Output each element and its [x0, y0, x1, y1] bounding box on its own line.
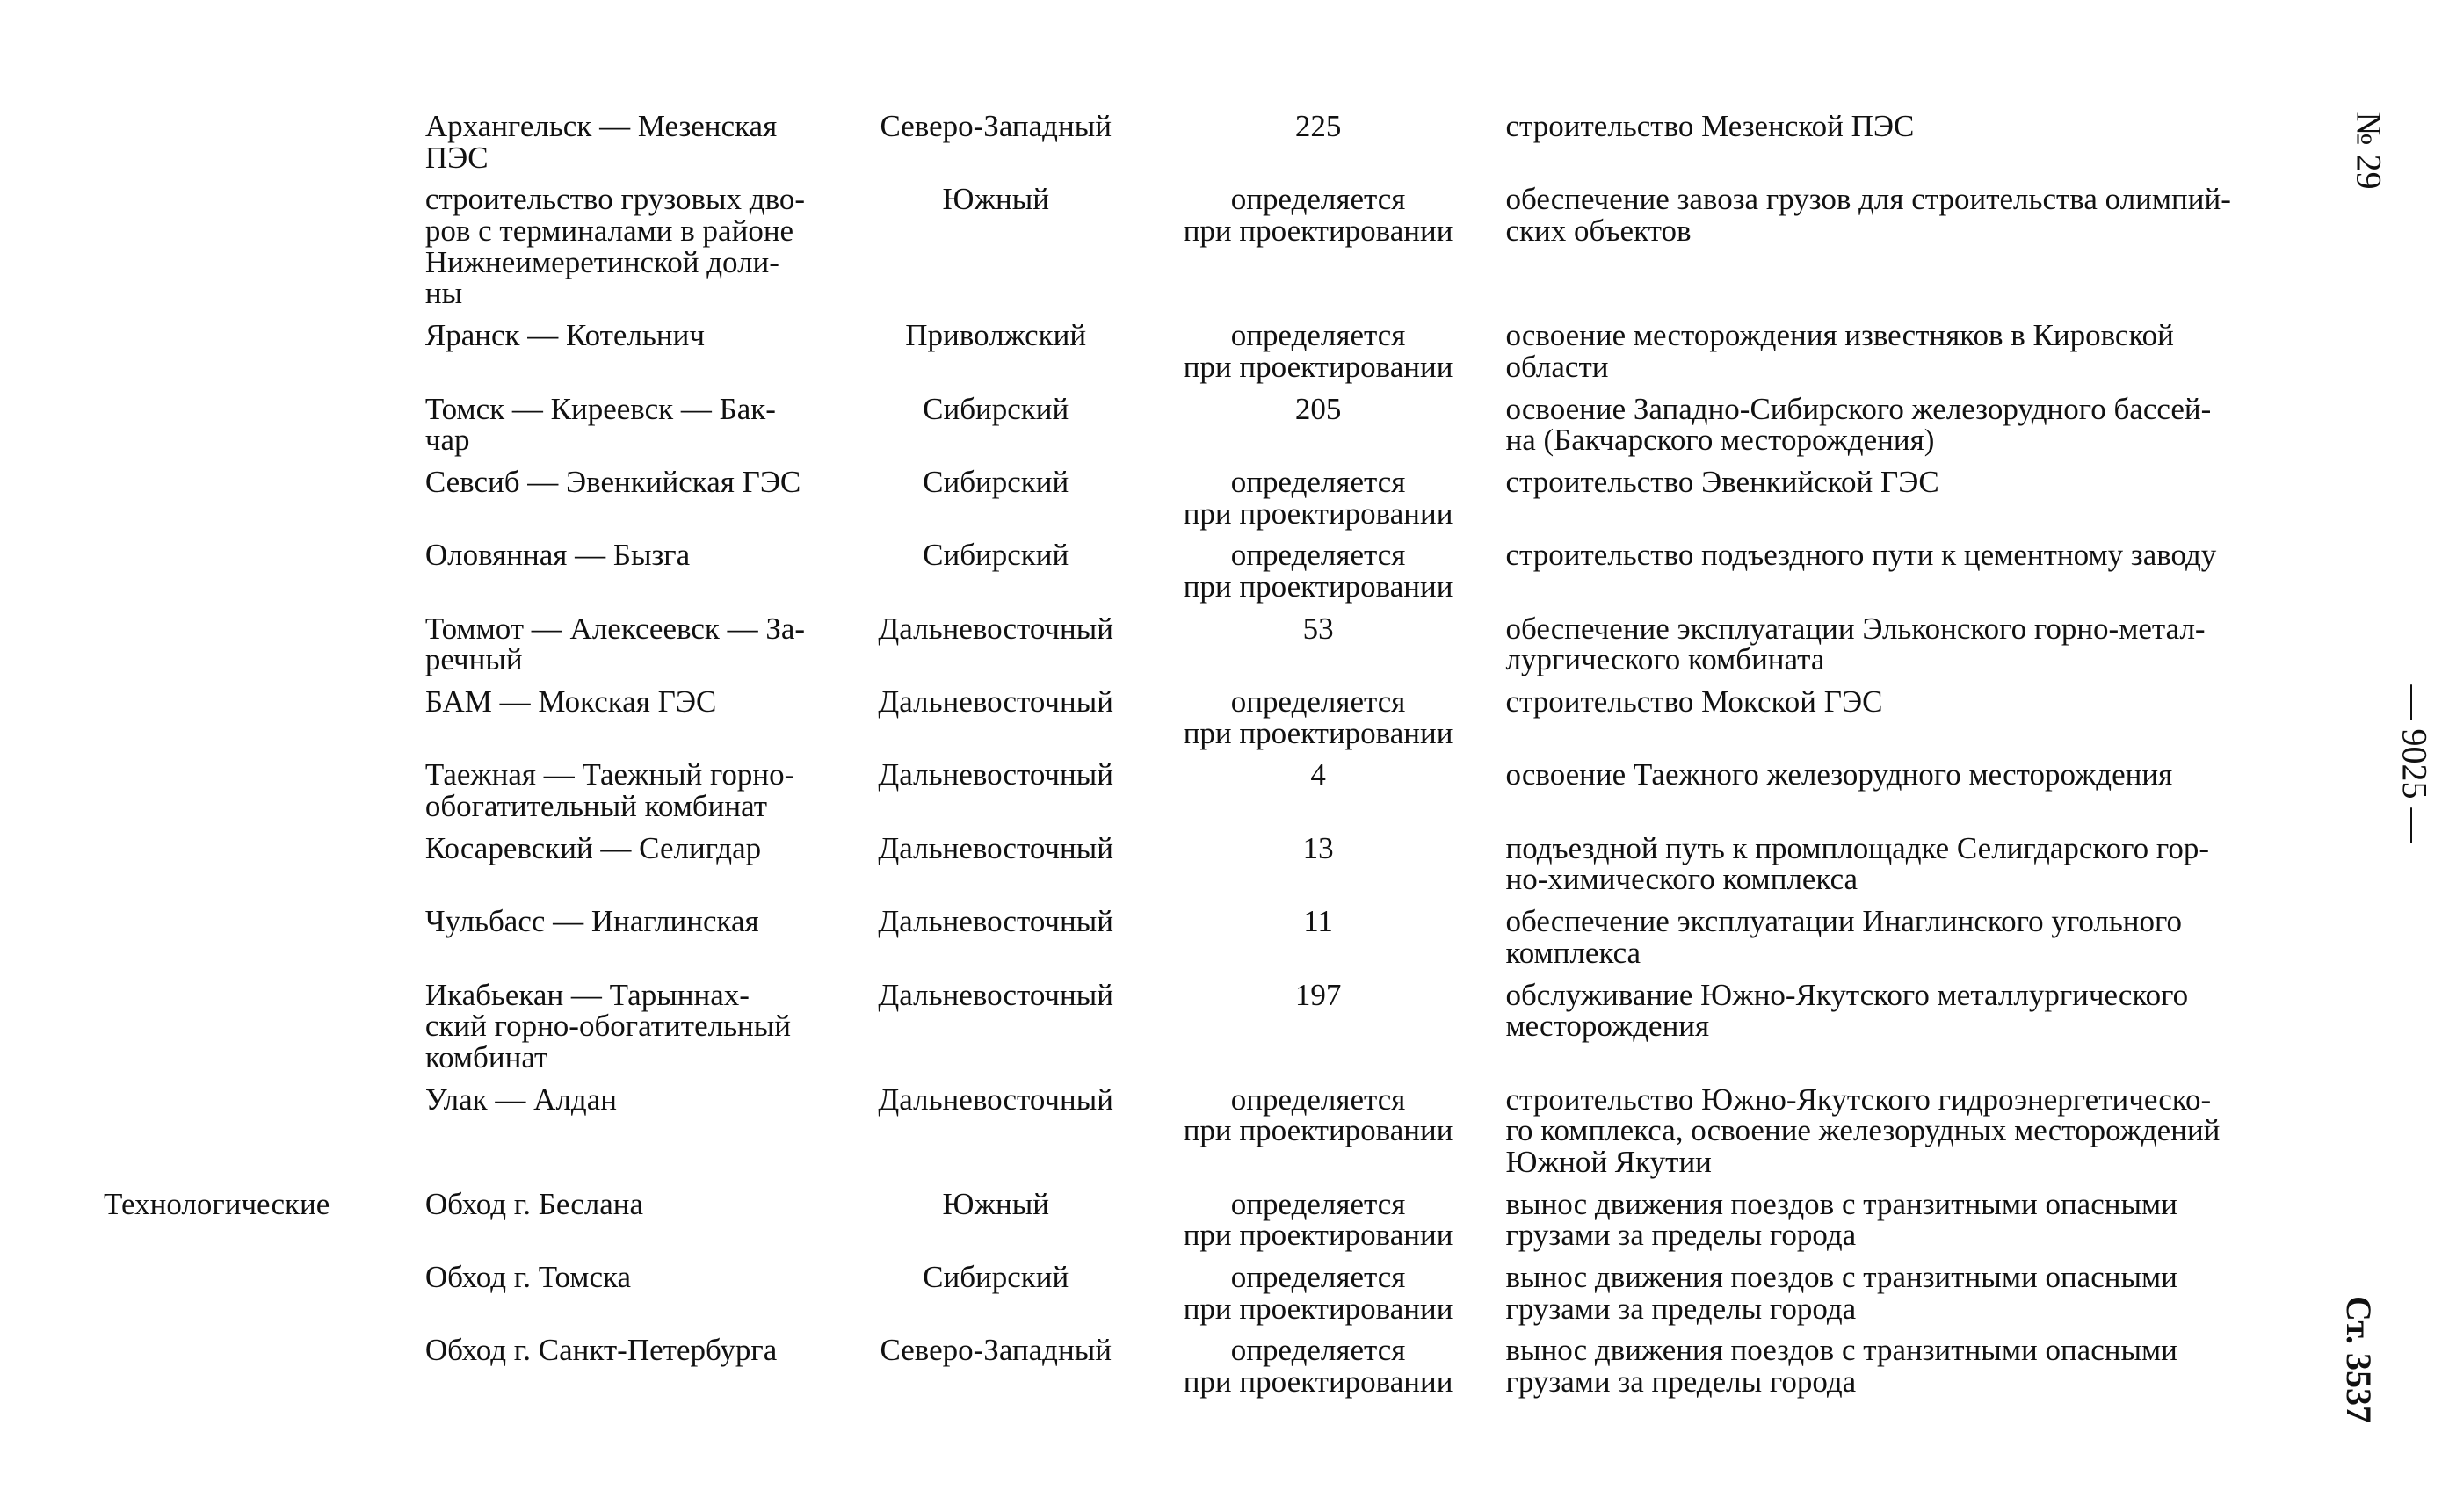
table-row — [104, 1262, 2300, 1335]
table-row — [104, 1335, 2300, 1407]
article-number: Ст. 3537 — [2339, 1296, 2379, 1423]
length-cell: определяется при проектировании — [1183, 1082, 1453, 1148]
length-cell: 53 — [1302, 611, 1334, 646]
issue-number: № 29 — [2349, 112, 2389, 190]
route-cell: Таежная — Таежный горно- обогатительный комбинат — [424, 757, 795, 824]
category-cell: Технологические — [104, 1186, 330, 1221]
region-cell: Сибирский — [923, 1260, 1069, 1294]
purpose-cell: освоение Западно-Сибирского железорудного бассей- на (Бакчарского месторождения) — [1505, 391, 2212, 458]
table-row — [104, 467, 2300, 539]
route-cell: БАМ — Мокская ГЭС — [424, 684, 717, 719]
category-cell — [104, 980, 425, 1084]
category-cell — [104, 394, 425, 467]
route-cell: Обход г. Томска — [424, 1260, 631, 1294]
purpose-cell: освоение Таежного железорудного месторождения — [1505, 757, 2173, 792]
region-cell: Северо-Западный — [880, 109, 1112, 143]
route-cell: Архангельск — Мезенская ПЭС — [424, 109, 778, 175]
category-cell — [104, 686, 425, 759]
length-cell: 197 — [1294, 977, 1342, 1012]
length-cell: 4 — [1310, 757, 1326, 792]
category-cell — [104, 759, 425, 832]
category-cell — [104, 906, 425, 979]
page-number: — 9025 — — [2395, 684, 2435, 843]
region-cell: Дальневосточный — [878, 830, 1114, 865]
purpose-cell: вынос движения поездов с транзитными опасными грузами за пределы города — [1505, 1186, 2177, 1253]
category-cell — [104, 539, 425, 612]
length-cell: определяется при проектировании — [1183, 1186, 1453, 1253]
length-cell: 205 — [1294, 391, 1342, 426]
category-cell — [104, 1084, 425, 1189]
purpose-cell: строительство Эвенкийской ГЭС — [1505, 464, 1939, 499]
route-cell: строительство грузовых дво- ров с терминалами в районе Нижнеимеретинской доли- ны — [424, 182, 806, 311]
category-cell — [104, 1335, 425, 1407]
route-cell: Томск — Киреевск — Бак- чар — [424, 391, 776, 458]
purpose-cell: вынос движения поездов с транзитными опасными грузами за пределы города — [1505, 1333, 2177, 1400]
length-cell: 13 — [1302, 830, 1334, 865]
purpose-cell: строительство Мезенской ПЭС — [1505, 109, 1915, 143]
route-cell: Икабьекан — Тарыннах- ский горно-обогатительный комбинат — [424, 977, 792, 1074]
route-cell: Оловянная — Бызга — [424, 538, 691, 573]
route-cell: Обход г. Беслана — [424, 1186, 644, 1221]
route-cell: Томмот — Алексеевск — За- речный — [424, 611, 806, 677]
region-cell: Приволжский — [905, 318, 1087, 353]
region-cell: Дальневосточный — [878, 757, 1114, 792]
region-cell: Дальневосточный — [878, 904, 1114, 939]
length-cell: определяется при проектировании — [1183, 684, 1453, 750]
length-cell: определяется при проектировании — [1183, 318, 1453, 384]
length-cell: определяется при проектировании — [1183, 182, 1453, 249]
purpose-cell: строительство подъездного пути к цементному заводу — [1505, 538, 2217, 573]
purpose-cell: освоение месторождения известняков в Кировской области — [1505, 318, 2174, 384]
table-row — [104, 111, 2300, 184]
length-cell: определяется при проектировании — [1183, 464, 1453, 531]
route-cell: Косаревский — Селигдар — [424, 830, 762, 865]
purpose-cell: обеспечение завоза грузов для строительства олимпий- ских объектов — [1505, 182, 2231, 249]
category-cell — [104, 1262, 425, 1335]
railway-projects-table — [104, 111, 2300, 1408]
region-cell: Сибирский — [923, 464, 1069, 499]
region-cell: Дальневосточный — [878, 1082, 1114, 1117]
table-row — [104, 394, 2300, 467]
purpose-cell: строительство Мокской ГЭС — [1505, 684, 1883, 719]
purpose-cell: обслуживание Южно-Якутского металлургического месторождения — [1505, 977, 2189, 1044]
region-cell: Сибирский — [923, 391, 1069, 426]
length-cell: определяется при проектировании — [1183, 1333, 1453, 1400]
table-row — [104, 1084, 2300, 1189]
route-cell: Яранск — Котельнич — [424, 318, 705, 353]
table-row — [104, 1189, 2300, 1262]
table-row — [104, 833, 2300, 906]
purpose-cell: обеспечение эксплуатации Эльконского горно-метал- лургического комбината — [1505, 611, 2206, 677]
purpose-cell: подъездной путь к промплощадке Селигдарского гор- но-химического комплекса — [1505, 830, 2210, 897]
category-cell — [104, 833, 425, 906]
category-cell — [104, 111, 425, 184]
table-row — [104, 320, 2300, 393]
region-cell: Дальневосточный — [878, 977, 1114, 1012]
route-cell: Севсиб — Эвенкийская ГЭС — [424, 464, 801, 499]
purpose-cell: строительство Южно-Якутского гидроэнергетическо- го комплекса, освоение железорудных месторождений Южной Якутии — [1505, 1082, 2221, 1179]
category-cell — [104, 320, 425, 393]
route-cell: Чульбасс — Инаглинская — [424, 904, 759, 939]
region-cell: Северо-Западный — [880, 1333, 1112, 1368]
table-row — [104, 184, 2300, 320]
region-cell: Дальневосточный — [878, 611, 1114, 646]
category-cell — [104, 613, 425, 686]
purpose-cell: вынос движения поездов с транзитными опасными грузами за пределы города — [1505, 1260, 2177, 1326]
length-cell: 11 — [1303, 904, 1333, 939]
purpose-cell: обеспечение эксплуатации Инаглинского угольного комплекса — [1505, 904, 2183, 970]
region-cell: Южный — [942, 182, 1049, 217]
category-cell — [104, 467, 425, 539]
table-row — [104, 613, 2300, 686]
region-cell: Южный — [942, 1186, 1049, 1221]
region-cell: Сибирский — [923, 538, 1069, 573]
route-cell: Улак — Алдан — [424, 1082, 617, 1117]
table-row — [104, 686, 2300, 759]
table-row — [104, 980, 2300, 1084]
route-cell: Обход г. Санкт-Петербурга — [424, 1333, 778, 1368]
table-row — [104, 759, 2300, 832]
table-row — [104, 539, 2300, 612]
length-cell: 225 — [1294, 109, 1342, 143]
category-cell — [104, 184, 425, 320]
length-cell: определяется при проектировании — [1183, 1260, 1453, 1326]
table-row — [104, 906, 2300, 979]
region-cell: Дальневосточный — [878, 684, 1114, 719]
length-cell: определяется при проектировании — [1183, 538, 1453, 604]
